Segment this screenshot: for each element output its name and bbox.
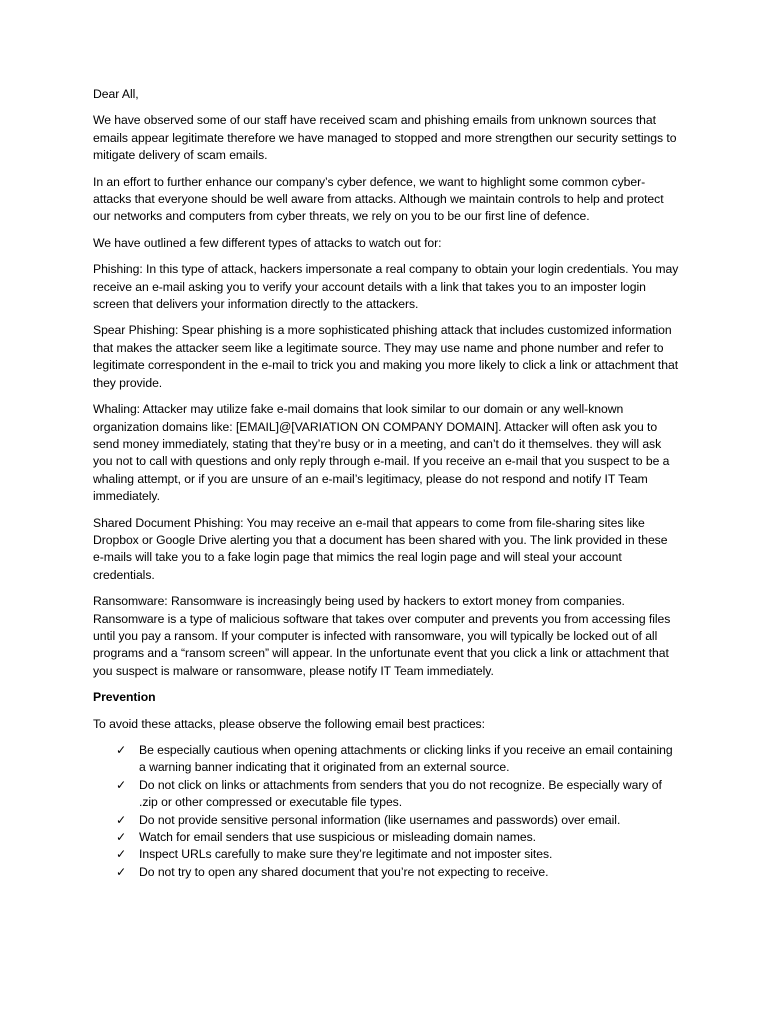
list-item xyxy=(93,846,679,863)
list-item xyxy=(93,777,679,812)
list-item-text: Do not click on links or attachments from senders that you do not recognize. Be especially wary of .zip or other compressed or executable file types. xyxy=(139,777,662,810)
paragraph-observation: We have observed some of our staff have received scam and phishing emails from unknown sources that emails appear legitimate therefore we have managed to stopped and more strengthen our security settings to mitigate delivery of scam emails. xyxy=(93,113,677,163)
list-item xyxy=(93,812,679,829)
list-item-text: Do not try to open any shared document that you’re not expecting to receive. xyxy=(139,864,549,879)
paragraph-shared-document-phishing: Shared Document Phishing: You may receive an e-mail that appears to come from file-sharing sites like Dropbox or Google Drive alerting you that a document has been shared with you. The link provided in these e-mails will take you to a fake login page that mimics the real login page and will steal your account credentials. xyxy=(93,515,668,582)
paragraph-phishing: Phishing: In this type of attack, hackers impersonate a real company to obtain your login credentials. You may receive an e-mail asking you to verify your account details with a link that takes you to an imposter login screen that delivers your information directly to the attackers. xyxy=(93,262,679,312)
document-page xyxy=(93,86,679,881)
prevention-intro: To avoid these attacks, please observe the following email best practices: xyxy=(93,716,485,731)
check-icon: ✓ xyxy=(116,743,127,757)
greeting: Dear All, xyxy=(93,87,139,101)
paragraph-attack-types-intro: We have outlined a few different types of attacks to watch out for: xyxy=(93,235,442,250)
check-icon: ✓ xyxy=(116,830,127,845)
list-item xyxy=(93,742,679,777)
paragraph-whaling: Whaling: Attacker may utilize fake e-mail domains that look similar to our domain or any well-known organization domains like: [EMAIL]@[VARIATION ON COMPANY DOMAIN]. Attacker will often ask you to send money immediately, stating that they’re busy or in a meeting, and can’t do it themselves. they will ask you not to call with questions and only reply through e-mail. If you receive an e-mail that you suspect to be a whaling attempt, or if you are unsure of an e-mail’s legitimacy, please do not respond and notify IT Team immediately. xyxy=(93,402,670,504)
check-icon: ✓ xyxy=(116,777,127,792)
check-icon: ✓ xyxy=(116,812,127,827)
list-item-text: Be especially cautious when opening attachments or clicking links if you receive an email containing a warning banner indicating that it originated from an external source. xyxy=(139,743,673,775)
paragraph-ransomware: Ransomware: Ransomware is increasingly being used by hackers to extort money from companies. Ransomware is a type of malicious software that takes over computer and prevents you from accessing files until you pay a ransom. If your computer is infected with ransomware, you will typically be locked out of all programs and a “ransom screen” will appear. In the unfortunate event that you click a link or attachment that you suspect is malware or ransomware, please notify IT Team immediately. xyxy=(93,594,671,678)
paragraph-cyber-defence: In an effort to further enhance our company’s cyber defence, we want to highlight some common cyber-attacks that everyone should be well aware from attacks. Although we maintain controls to help and protect our networks and computers from cyber threats, we rely on you to be our first line of defence. xyxy=(93,174,664,224)
list-item-text: Watch for email senders that use suspicious or misleading domain names. xyxy=(139,830,537,845)
list-item-text: Do not provide sensitive personal information (like usernames and passwords) over email. xyxy=(139,812,621,827)
paragraph-spear-phishing: Spear Phishing: Spear phishing is a more sophisticated phishing attack that includes customized information that makes the attacker seem like a legitimate source. They may use name and phone number and refer to legitimate correspondent in the e-mail to trick you and making you more likely to click a link or attachment that they provide. xyxy=(93,323,679,390)
list-item xyxy=(93,864,679,881)
best-practices-list xyxy=(93,742,679,881)
prevention-heading: Prevention xyxy=(93,690,156,705)
list-item-text: Inspect URLs carefully to make sure they’re legitimate and not imposter sites. xyxy=(139,847,553,862)
check-icon: ✓ xyxy=(116,847,127,862)
check-icon: ✓ xyxy=(116,864,127,879)
list-item xyxy=(93,829,679,846)
